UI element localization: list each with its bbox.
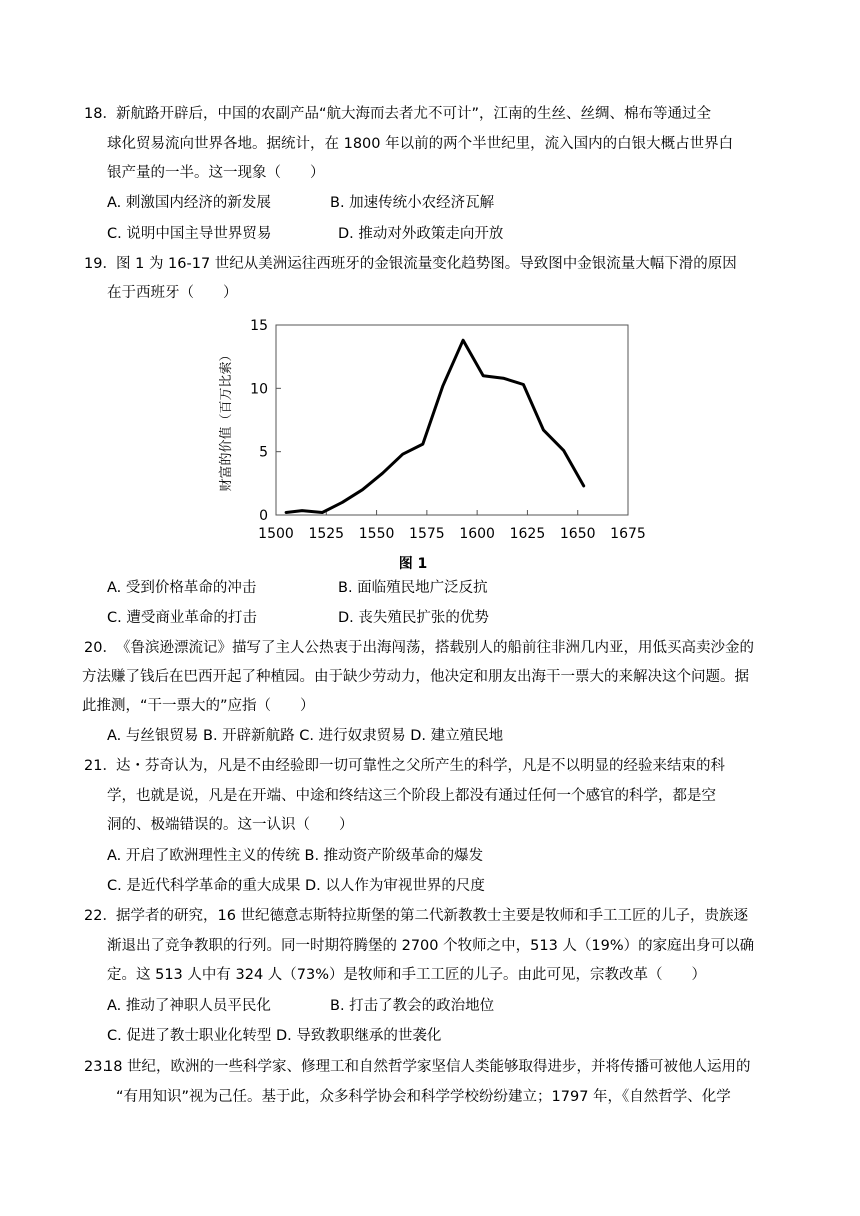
q22-number: 22． <box>84 908 117 924</box>
chart-series <box>286 340 584 512</box>
q21-options-ab[interactable]: A. 开启了欧洲理性主义的传统 B. 推动资产阶级革命的爆发 <box>107 848 484 864</box>
x-tick-label: 1525 <box>308 526 345 542</box>
q20-line-3: 此推测，“干一票大的”应指（ ） <box>82 698 315 714</box>
q19-option-b[interactable]: B. 面临殖民地广泛反抗 <box>338 580 488 596</box>
q20-line-1: 《鲁滨逊漂流记》描写了主人公热衷于出海闯荡，搭载别人的船前往非洲几内亚，用低买高卖沙金的 <box>116 640 754 656</box>
q20-number: 20． <box>84 640 117 656</box>
x-tick-label: 1675 <box>610 526 646 542</box>
x-tick-label: 1575 <box>409 526 445 542</box>
q18-option-b[interactable]: B. 加速传统小农经济瓦解 <box>330 195 495 211</box>
q18-line-1: 新航路开辟后，中国的农副产品“航大海而去者尤不可计”，江南的生丝、丝绸、棉布等通过全 <box>116 106 712 122</box>
y-tick-label: 15 <box>250 318 268 334</box>
x-tick-label: 1600 <box>459 526 495 542</box>
chart-frame <box>276 325 628 515</box>
y-tick-label: 10 <box>250 381 268 398</box>
x-tick-label: 1550 <box>358 526 395 542</box>
y-tick-label: 0 <box>259 508 268 524</box>
q22-options-cd[interactable]: C. 促进了教士职业化转型 D. 导致教职继承的世袭化 <box>107 1028 442 1044</box>
q21-number: 21． <box>84 758 117 774</box>
y-tick-label: 5 <box>259 444 268 461</box>
x-tick-label: 1500 <box>258 526 294 542</box>
q22-line-3: 定。这 513 人中有 324 人（73%）是牧师和手工工匠的儿子。由此可见，宗教改革（ ） <box>107 967 707 983</box>
q18-number: 18． <box>84 106 117 122</box>
chart-caption: 图 1 <box>398 556 428 572</box>
q18-line-3: 银产量的一半。这一现象（ ） <box>107 165 325 181</box>
q23-number: 23. <box>84 1059 108 1075</box>
q18-line-2: 球化贸易流向世界各地。据统计，在 1800 年以前的两个半世纪里，流入国内的白银大概占世界白 <box>107 136 734 152</box>
q18-option-a[interactable]: A. 刺激国内经济的新发展 <box>107 195 271 211</box>
chart-axes <box>276 325 628 515</box>
q23-line-2: “有用知识”视为己任。基于此，众多科学协会和科学学校纷纷建立；1797 年，《自然哲学、化学 <box>116 1089 731 1105</box>
q19-line-2: 在于西班牙（ ） <box>107 285 238 301</box>
q22-option-b[interactable]: B. 打击了教会的政治地位 <box>330 998 495 1014</box>
x-tick-label: 1650 <box>559 526 596 542</box>
q21-line-3: 洞的、极端错误的。这一认识（ ） <box>107 817 354 833</box>
chart-y-axis-label: 财富的价值（百万比索） <box>219 348 234 492</box>
q19-number: 19． <box>84 256 117 272</box>
gold-silver-flow-chart <box>210 312 650 574</box>
q23-line-1: 18 世纪，欧洲的一些科学家、修理工和自然哲学家坚信人类能够取得进步，并将传播可被他人运用的 <box>104 1059 751 1075</box>
q22-line-2: 渐退出了竞争教职的行列。同一时期符腾堡的 2700 个牧师之中，513 人（19%）的家庭出身可以确 <box>107 938 755 954</box>
q18-option-c[interactable]: C. 说明中国主导世界贸易 <box>107 226 272 242</box>
series-line <box>286 340 584 512</box>
q22-line-1: 据学者的研究，16 世纪德意志斯特拉斯堡的第二代新教教士主要是牧师和手工工匠的儿子，贵族逐 <box>116 908 749 924</box>
q20-options[interactable]: A. 与丝银贸易 B. 开辟新航路 C. 进行奴隶贸易 D. 建立殖民地 <box>107 728 504 744</box>
x-tick-label: 1625 <box>509 526 546 542</box>
q18-option-d[interactable]: D. 推动对外政策走向开放 <box>338 226 504 242</box>
q19-line-1: 图 1 为 16-17 世纪从美洲运往西班牙的金银流量变化趋势图。导致图中金银流量大幅下滑的原因 <box>116 256 737 272</box>
q19-option-d[interactable]: D. 丧失殖民扩张的优势 <box>338 610 489 626</box>
q20-line-2: 方法赚了钱后在巴西开起了种植园。由于缺少劳动力，他决定和朋友出海干一票大的来解决这个问题。据 <box>82 669 749 685</box>
q19-option-a[interactable]: A. 受到价格革命的冲击 <box>107 580 257 596</box>
q21-line-2: 学，也就是说，凡是在开端、中途和终结这三个阶段上都没有通过任何一个感官的科学，都是空 <box>107 788 716 804</box>
q21-options-cd[interactable]: C. 是近代科学革命的重大成果 D. 以人作为审视世界的尺度 <box>107 878 485 894</box>
q22-option-a[interactable]: A. 推动了神职人员平民化 <box>107 998 271 1014</box>
q21-line-1: 达・芬奇认为，凡是不由经验即一切可靠性之父所产生的科学，凡是不以明显的经验来结束的科 <box>116 758 725 774</box>
q19-option-c[interactable]: C. 遭受商业革命的打击 <box>107 610 257 626</box>
